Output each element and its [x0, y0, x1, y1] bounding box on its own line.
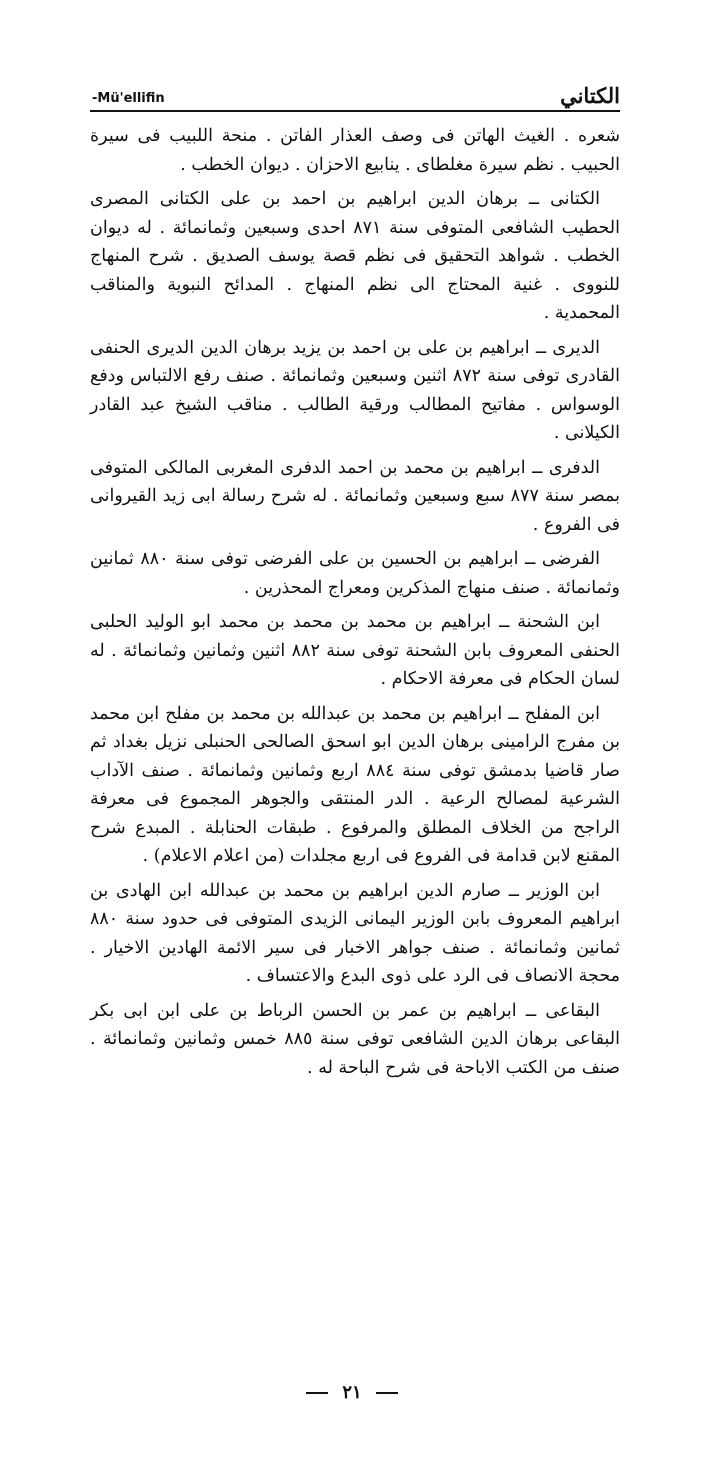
entry-kattani: الكتانى ــ برهان الدين ابراهيم بن احمد بن على الكتانى المصرى الحطيب الشافعى المتوفى سنة ٨٧١ احدى وسبعين وثمانمائة . له ديوان الخطب . شواهد التحقيق فى نظم قصة يوسف الصديق . شرح المنهاج للنووى . غنية المحتاج الى نظم المنهاج . المدائح النبوية والمناقب المحمدية .	[90, 189, 620, 323]
page-header	[90, 80, 620, 112]
entry-ibn-muflih: ابن المفلح ــ ابراهيم بن محمد بن عبدالله بن محمد بن مفلح ابن محمد بن مفرج الرامينى برهان الدين ابو اسحق الصالحى الحنبلى نزيل بغداد ثم صار قاضيا بدمشق توفى سنة ٨٨٤ اربع وثمانين وثمانمائة . صنف الآداب الشرعية لمصالح الرعية . الدر المنتقى والجوهر المجموع فى معرفة الراجح من الخلاف المطلق والمرفوع . طبقات الحنابلة . المبدع شرح المقنع لابن قدامة فى الفروع فى اربع مجلدات (من اعلام الاعلام) .	[90, 703, 620, 866]
entry-dafri: الدفرى ــ ابراهيم بن محمد بن احمد الدفرى المغربى المالكى المتوفى بمصر سنة ٨٧٧ سبع وسبعين وثمانمائة . له شرح رسالة ابى زيد القيروانى فى الفروع .	[90, 457, 620, 535]
running-head-right: الكتاني	[560, 83, 620, 108]
page-footer	[0, 1382, 704, 1403]
footer-dash-left	[306, 1392, 328, 1394]
footer-dash-right	[376, 1392, 398, 1394]
entry-ibn-wazir: ابن الوزير ــ صارم الدين ابراهيم بن محمد بن عبدالله ابن الهادى بن ابراهيم المعروف بابن الوزير اليمانى الزيدى المتوفى فى حدود سنة ٨٨٠ ثمانين وثمانمائة . صنف جواهر الاخبار فى سير الائمة الهادين الاخيار . محجة الانصاف فى الرد على ذوى البدع والاعتساف .	[90, 880, 620, 986]
paragraph-continuation: شعره . الغيث الهاتن فى وصف العذار الفاتن . منحة اللبيب فى سيرة الحبيب . نظم سيرة مغلطاى . ينابيع الاحزان . ديوان الخطب .	[90, 126, 620, 175]
entry-dayri: الديرى ــ ابراهيم بن على بن احمد بن يزيد برهان الدين الديرى الحنفى القادرى توفى سنة ٨٧٢ اثنين وسبعين وثمانمائة . صنف رفع الالتباس ودفع الوسواس . مفاتيح المطالب ورقية الطالب . مناقب الشيخ عبد القادر الكيلانى .	[90, 337, 621, 443]
running-head-left: -Mü'ellifin	[92, 91, 165, 106]
page-number: ٢١	[342, 1382, 362, 1403]
entry-ibn-shihna: ابن الشحنة ــ ابراهيم بن محمد بن محمد بن محمد ابو الوليد الحلبى الحنفى المعروف بابن الشحنة توفى سنة ٨٨٢ اثنين وثمانين وثمانمائة . له لسان الحكام فى معرفة الاحكام .	[90, 612, 620, 689]
entry-biqai: البقاعى ــ ابراهيم بن عمر بن الحسن الرباط بن على ابن ابى بكر البقاعى برهان الدين الشافعى توفى سنة ٨٨٥ خمس وثمانين وثمانمائة . صنف من الكتب الاباحة فى شرح الباحة له .	[90, 1000, 620, 1078]
entry-faradi: الفرضى ــ ابراهيم بن الحسين بن على الفرضى توفى سنة ٨٨٠ ثمانين وثمانمائة . صنف منهاج المذكرين ومعراج المحذرين .	[90, 549, 620, 598]
body-text	[90, 122, 620, 1082]
page	[90, 80, 620, 1088]
